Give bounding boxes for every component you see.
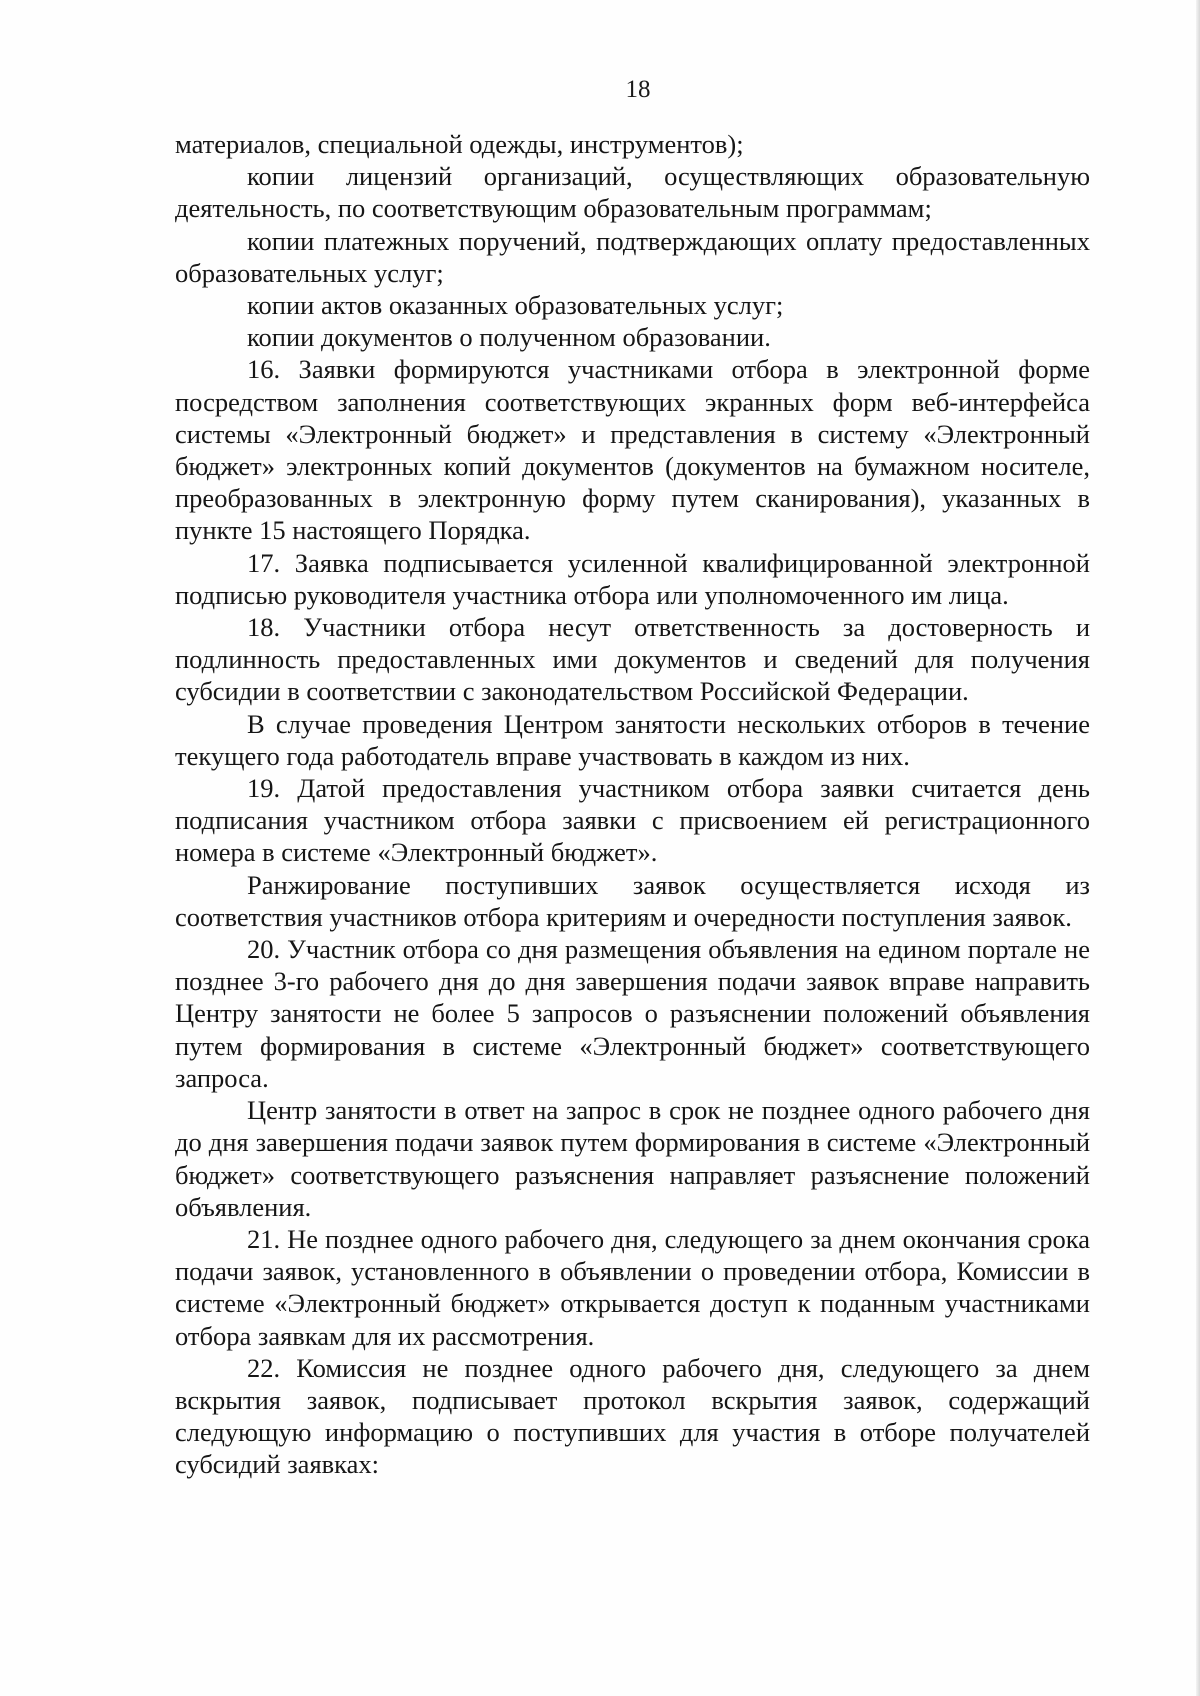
page-number: 18 [625,76,651,103]
paragraph-clause-18: 18. Участники отбора несут ответственность за достоверность и подлинность предоставленных ими документов и сведений для получения субсидии в соответствии с законодательством Российской Федерации. [175,612,1090,707]
paragraph-multiple-selections: В случае проведения Центром занятости нескольких отборов в течение текущего года работодатель вправе участвовать в каждом из них. [175,708,1090,771]
paragraph-clause-17: 17. Заявка подписывается усиленной квалифицированной электронной подписью руководителя участника отбора или уполномоченного им лица. [175,547,1090,610]
paragraph-clarification-response: Центр занятости в ответ на запрос в срок не позднее одного рабочего дня до дня завершения подачи заявок путем формирования в системе «Электронный бюджет» соответствующего разъяснения направляет разъяснение положений объявления. [175,1095,1090,1222]
paragraph-clause-20: 20. Участник отбора со дня размещения объявления на едином портале не позднее 3-го рабочего дня до дня завершения подачи заявок вправе направить Центру занятости не более 5 запросов о разъяснении положений объявления путем формирования в системе «Электронный бюджет» соответствующего запроса. [175,934,1090,1093]
paragraph-clause-22: 22. Комиссия не позднее одного рабочего дня, следующего за днем вскрытия заявок, подписывает протокол вскрытия заявок, содержащий следующую информацию о поступивших для участия в отборе получателей субсидий заявках: [175,1352,1090,1480]
document-body [175,128,1090,1481]
paragraph-clause-16: 16. Заявки формируются участниками отбора в электронной форме посредством заполнения соответствующих экранных форм веб-интерфейса системы «Электронный бюджет» и представления в систему «Электронный бюджет» электронных копий документов (документов на бумажном носителе, преобразованных в электронную форму путем сканирования), указанных в пункте 15 настоящего Порядка. [175,354,1090,546]
paragraph-ranking: Ранжирование поступивших заявок осуществляется исходя из соответствия участников отбора критериям и очередности поступления заявок. [175,869,1090,932]
paragraph-acts-copies: копии актов оказанных образовательных услуг; [247,290,784,321]
paragraph-clause-19: 19. Датой предоставления участником отбора заявки считается день подписания участником отбора заявки с присвоением ей регистрационного номера в системе «Электронный бюджет». [175,773,1090,868]
scan-edge-shadow [1196,0,1200,1696]
paragraph-license-copies: копии лицензий организаций, осуществляющих образовательную деятельность, по соответствующим образовательным программам; [175,161,1090,224]
paragraph-education-copies: копии документов о полученном образовании. [247,322,771,353]
paragraph-clause-21: 21. Не позднее одного рабочего дня, следующего за днем окончания срока подачи заявок, установленного в объявлении о проведении отбора, Комиссии в системе «Электронный бюджет» открывается доступ к поданным участниками отбора заявкам для их рассмотрения. [175,1223,1090,1351]
paragraph-payment-copies: копии платежных поручений, подтверждающих оплату предоставленных образовательных услуг; [175,225,1090,288]
paragraph-continuation: материалов, специальной одежды, инструментов); [175,129,744,159]
